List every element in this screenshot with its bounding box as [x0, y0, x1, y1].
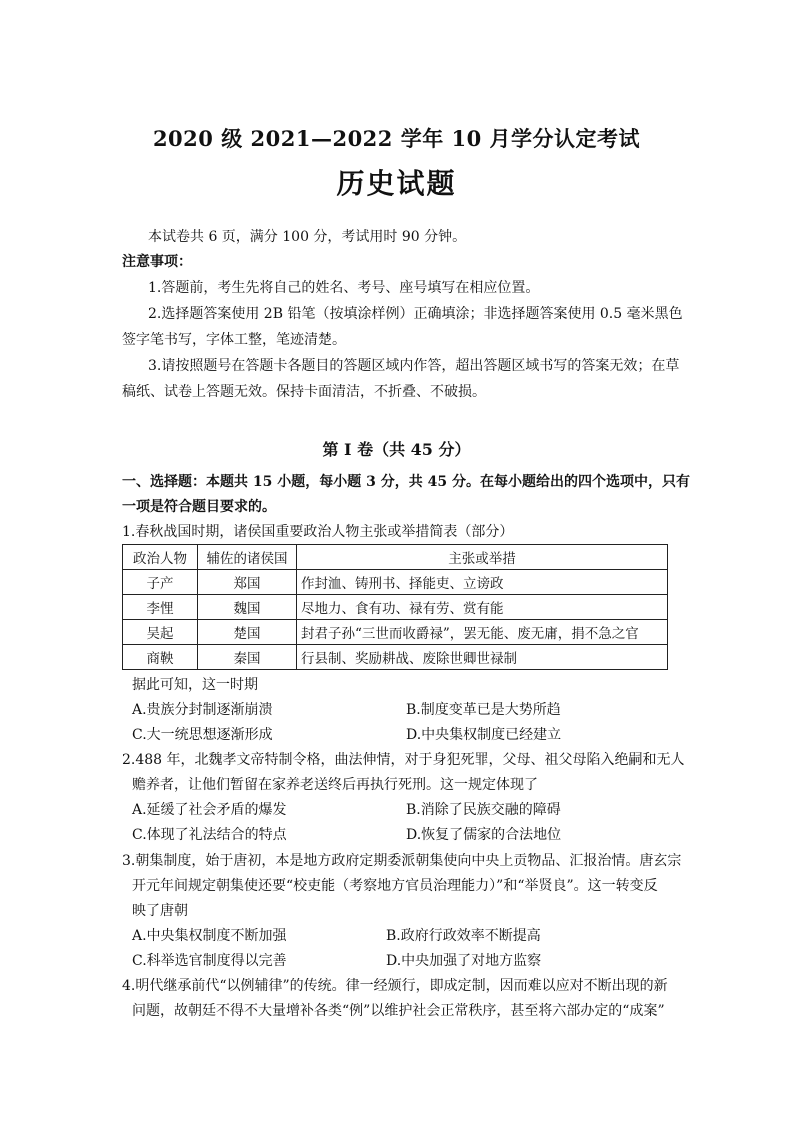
q2-option-b: B.消除了民族交融的障碍: [406, 802, 561, 818]
section-instruction-line-2: 一项是符合题目要求的。: [122, 499, 276, 515]
table-header-cell: 辅佐的诸侯国: [198, 545, 297, 570]
notice-heading: 注意事项：: [122, 254, 192, 270]
table-row: [123, 595, 668, 620]
q3-stem-line-3: 映了唐朝: [132, 903, 188, 919]
q3-stem-line-1: 3.朝集制度，始于唐初，本是地方政府定期委派朝集使向中央上贡物品、汇报治情。唐玄宗: [122, 853, 682, 869]
q3-stem-line-2: 开元年间规定朝集使还要“校吏能（考察地方官员治理能力）”和“举贤良”。这一转变反: [132, 878, 658, 894]
table-cell: 李悝: [123, 595, 198, 620]
q3-option-d: D.中央加强了对地方监察: [386, 953, 542, 969]
table-cell: 商鞅: [123, 645, 198, 670]
table-cell: 楚国: [198, 620, 297, 645]
q1-follow: 据此可知，这一时期: [132, 677, 258, 693]
table-row: [123, 645, 668, 670]
q4-stem-line-1: 4.明代继承前代“以例辅律”的传统。律一经颁行，即成定制，因而难以应对不断出现的新: [122, 978, 668, 994]
exam-title: 2020 级 2021—2022 学年 10 月学分认定考试: [152, 126, 641, 151]
notice-item-1: 1.答题前，考生先将自己的姓名、考号、座号填写在相应位置。: [148, 280, 540, 296]
q3-option-c: C.科举选官制度得以完善: [132, 953, 287, 969]
q2-option-d: D.恢复了儒家的合法地位: [406, 827, 562, 843]
table-cell: 封君子孙“三世而收爵禄”，罢无能、废无庸，捐不急之官: [297, 620, 668, 645]
table-cell: 行县制、奖励耕战、废除世卿世禄制: [297, 645, 668, 670]
q2-stem-line-1: 2.488 年，北魏孝文帝特制令格，曲法伸情，对于身犯死罪，父母、祖父母陷入绝嗣和无人: [122, 752, 685, 768]
table-header-row: [123, 545, 668, 570]
table-cell: 魏国: [198, 595, 297, 620]
notice-item-2-line-1: 2.选择题答案使用 2B 铅笔（按填涂样例）正确填涂；非选择题答案使用 0.5 毫米黑色: [148, 306, 683, 322]
q1-option-a: A.贵族分封制逐渐崩溃: [132, 702, 273, 718]
table-cell: 作封洫、铸刑书、择能吏、立谤政: [297, 570, 668, 595]
table-cell: 郑国: [198, 570, 297, 595]
q1-option-c: C.大一统思想逐渐形成: [132, 727, 273, 743]
table-row: [123, 570, 668, 595]
table-cell: 子产: [123, 570, 198, 595]
table-cell: 吴起: [123, 620, 198, 645]
table-header-cell: 政治人物: [123, 545, 198, 570]
notice-item-3-line-2: 稿纸、试卷上答题无效。保持卡面清洁，不折叠、不破损。: [122, 384, 486, 400]
q2-option-a: A.延缓了社会矛盾的爆发: [132, 802, 287, 818]
table-cell: 秦国: [198, 645, 297, 670]
q1-stem: 1.春秋战国时期，诸侯国重要政治人物主张或举措简表（部分）: [122, 524, 514, 540]
q1-option-b: B.制度变革已是大势所趋: [406, 702, 561, 718]
section-instruction-line-1: 一、选择题：本题共 15 小题，每小题 3 分，共 45 分。在每小题给出的四个选项中，只有: [122, 474, 690, 490]
notice-item-2-line-2: 签字笔书写，字体工整，笔迹清楚。: [122, 332, 346, 348]
notice-item-3-line-1: 3.请按照题号在答题卡各题目的答题区域内作答，超出答题区域书写的答案无效；在草: [148, 358, 680, 374]
table-row: [123, 620, 668, 645]
q2-option-c: C.体现了礼法结合的特点: [132, 827, 287, 843]
part-title: 第 I 卷（共 45 分）: [322, 440, 471, 459]
q3-option-b: B.政府行政效率不断提高: [386, 928, 541, 944]
table-header-cell: 主张或举措: [297, 545, 668, 570]
table-cell: 尽地力、食有功、禄有劳、赏有能: [297, 595, 668, 620]
q1-option-d: D.中央集权制度已经建立: [406, 727, 562, 743]
q1-table: [122, 544, 668, 670]
q2-stem-line-2: 赡养者，让他们暂留在家养老送终后再执行死刑。这一规定体现了: [132, 777, 538, 793]
q4-stem-line-2: 问题，故朝廷不得不大量增补各类“例”以维护社会正常秩序，甚至将六部办定的“成案”: [132, 1003, 665, 1019]
subject-title: 历史试题: [336, 167, 457, 200]
intro-text: 本试卷共 6 页，满分 100 分，考试用时 90 分钟。: [148, 229, 467, 245]
q3-option-a: A.中央集权制度不断加强: [132, 928, 287, 944]
